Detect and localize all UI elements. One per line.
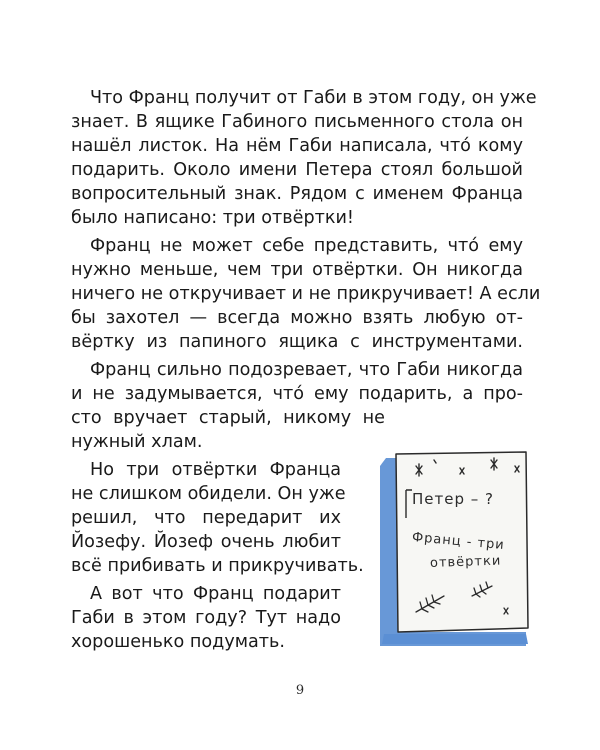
- note-line-screwdrivers: отвёртки: [429, 553, 502, 571]
- text-line: всё прибивать и прикручивать.: [71, 556, 364, 576]
- text-line: решил, что передарит их: [71, 508, 341, 528]
- text-line: знает. В ящике Габиного письменного стола он: [71, 112, 523, 132]
- note-line-peter: Петер – ?: [412, 490, 494, 508]
- text-line: Йозефу. Йозеф очень любит: [71, 532, 341, 552]
- note-line-franz: Франц - три: [411, 530, 506, 554]
- text-line: нашёл листок. На нём Габи написала, что́ кому: [71, 136, 523, 156]
- text-line: Франц не может себе представить, что́ ему: [90, 236, 523, 256]
- text-line: вопросительный знак. Рядом с именем Франца: [71, 184, 523, 204]
- text-line: бы захотел — всегда можно взять любую от-: [71, 308, 523, 328]
- text-line: было написано: три отвёртки!: [71, 208, 354, 228]
- text-line: не слишком обидели. Он уже: [71, 484, 346, 504]
- text-line: нужно меньше, чем три отвёртки. Он никогда: [71, 260, 523, 280]
- note-illustration: [376, 446, 536, 646]
- text-line: и не задумывается, что́ ему подарить, а про-: [71, 384, 523, 404]
- text-line: Габи в этом году? Тут надо: [71, 608, 341, 628]
- text-line: Но три отвёртки Франца: [90, 460, 341, 480]
- text-line: нужный хлам.: [71, 432, 203, 452]
- page-number: 9: [295, 683, 305, 698]
- text-line: вёртку из папиного ящика с инструментами.: [71, 332, 523, 352]
- text-line: Франц сильно подозревает, что Габи никогда: [90, 360, 523, 380]
- text-line: А вот что Франц подарит: [90, 584, 341, 604]
- text-line: ничего не откручивает и не прикручивает! А если: [71, 284, 541, 304]
- text-line: хорошенько подумать.: [71, 632, 285, 652]
- text-line: сто вручает старый, никому не: [71, 408, 385, 428]
- text-line: Что Франц получит от Габи в этом году, он уже: [90, 88, 537, 108]
- text-line: подарить. Около имени Петера стоял большой: [71, 160, 523, 180]
